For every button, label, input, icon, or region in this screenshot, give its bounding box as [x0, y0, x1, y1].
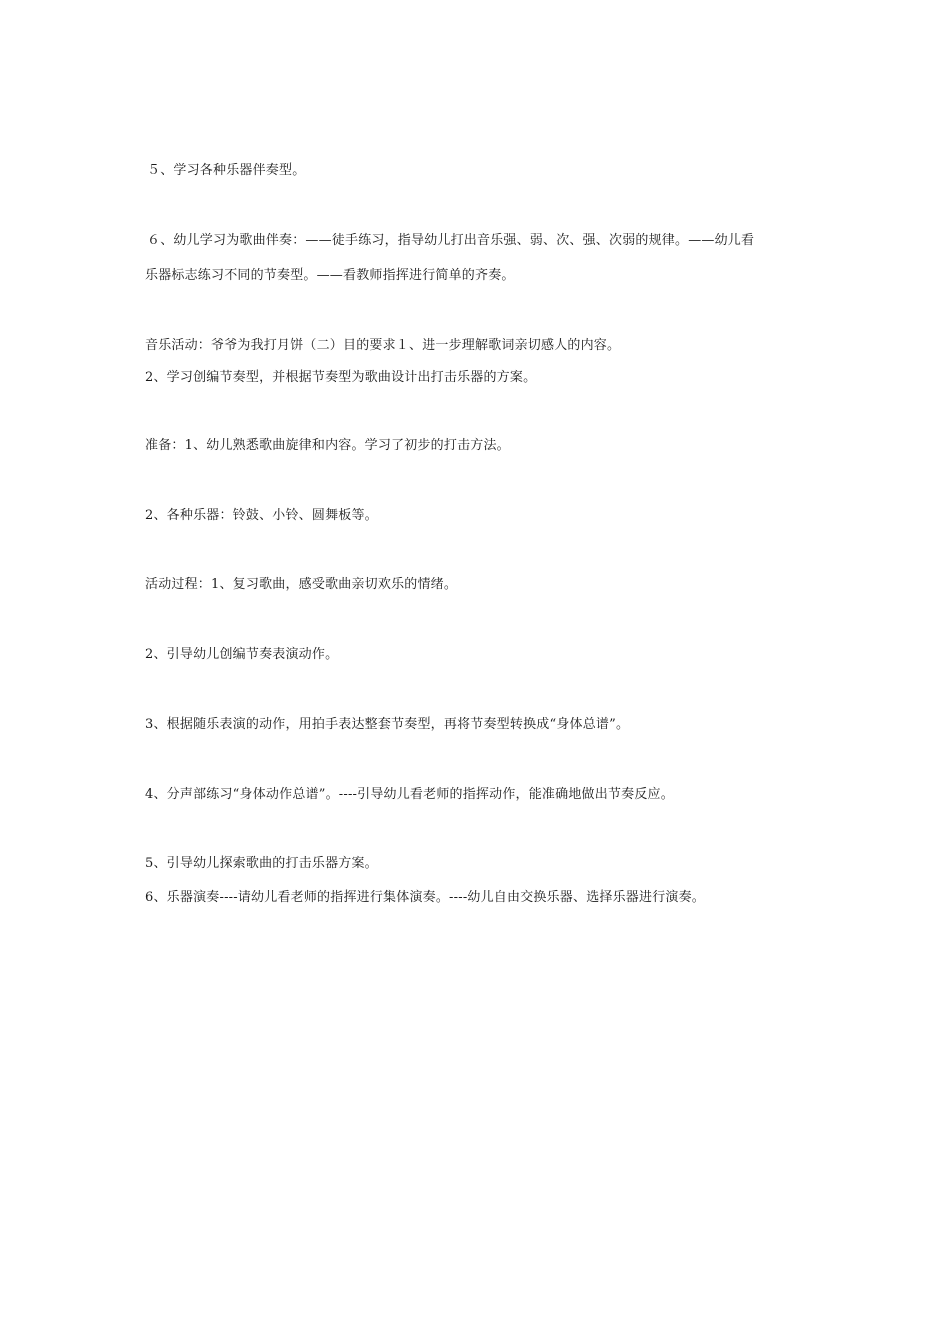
activity-title-goals: 音乐活动：爷爷为我打月饼（二）目的要求１、进一步理解歌词亲切感人的内容。	[145, 338, 621, 353]
process-step-3: 3、根据随乐表演的动作，用拍手表达整套节奏型，再将节奏型转换成“身体总谱”。	[145, 717, 630, 732]
process-step-6: 6、乐器演奏----请幼儿看老师的指挥进行集体演奏。----幼儿自由交换乐器、选择乐器进行演奏。	[145, 890, 706, 905]
process-step-4: 4、分声部练习“身体动作总谱”。----引导幼儿看老师的指挥动作，能准确地做出节奏反应。	[145, 787, 674, 802]
preparation-2: 2、各种乐器：铃鼓、小铃、圆舞板等。	[145, 508, 378, 523]
process-step-2: 2、引导幼儿创编节奏表演动作。	[145, 647, 339, 662]
item-5-instrument-accompaniment: ５、学习各种乐器伴奏型。	[147, 163, 306, 178]
item-6-continuation: 乐器标志练习不同的节奏型。——看教师指挥进行简单的齐奏。	[145, 268, 515, 283]
process-step-5: 5、引导幼儿探索歌曲的打击乐器方案。	[145, 856, 378, 871]
goal-2: 2、学习创编节奏型，并根据节奏型为歌曲设计出打击乐器的方案。	[145, 370, 537, 385]
process-step-1: 活动过程：1、复习歌曲，感受歌曲亲切欢乐的情绪。	[145, 577, 458, 592]
preparation-1: 准备：1、幼儿熟悉歌曲旋律和内容。学习了初步的打击方法。	[145, 438, 510, 453]
item-6-song-accompaniment: ６、幼儿学习为歌曲伴奏：——徒手练习，指导幼儿打出音乐强、弱、次、强、次弱的规律。——幼儿看	[147, 233, 755, 248]
